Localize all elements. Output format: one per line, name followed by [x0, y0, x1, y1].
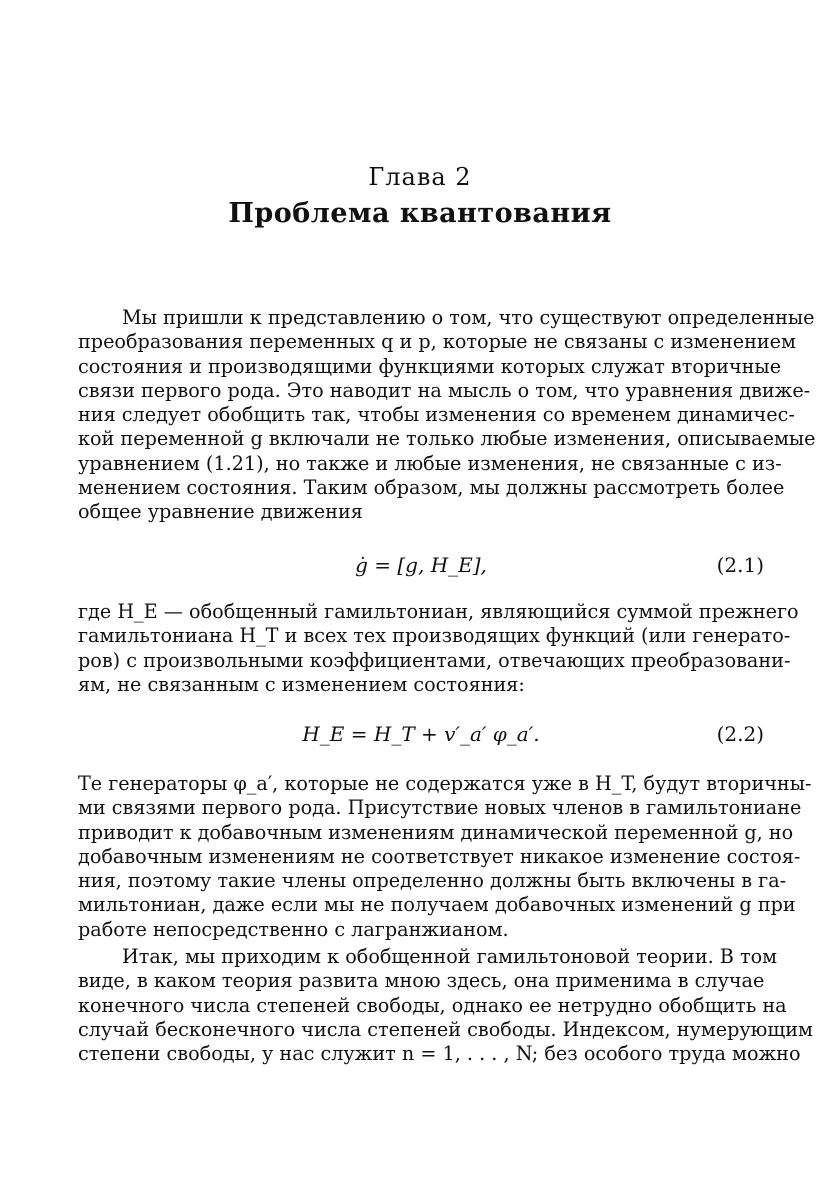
text-line: Итак, мы приходим к обобщенной гамильтоновой теории. В том: [122, 945, 778, 968]
paragraph-4: [78, 945, 813, 1066]
text-line: кой переменной g включали не только любые изменения, описываемые: [78, 427, 816, 451]
text-line: состояния и производящими функциями которых служат вторичные: [78, 354, 782, 378]
chapter-title: Проблема квантования: [228, 198, 612, 229]
text-line: ров) с произвольными коэффициентами, отвечающих преобразовани-: [78, 648, 791, 672]
text-line: ния следует обобщить так, чтобы изменения со временем динамичес-: [78, 403, 795, 427]
text-line: приводит к добавочным изменениям динамической переменной g, но: [78, 820, 794, 844]
equation-expression: H_E = H_T + v′_a′ φ_a′.: [302, 722, 540, 746]
text-line: менением состояния. Таким образом, мы должны рассмотреть более: [78, 476, 785, 500]
text-line: уравнением (1.21), но также и любые изменения, не связанные с из-: [78, 451, 782, 475]
text-line: связи первого рода. Это наводит на мысль о том, что уравнения движе-: [78, 378, 811, 402]
paragraph-2: [78, 600, 799, 697]
text-line: ния, поэтому такие члены определенно должны быть включены в га-: [78, 869, 787, 893]
paragraph-3: [78, 772, 812, 942]
text-line: преобразования переменных q и p, которые не связаны с изменением: [78, 330, 796, 354]
text-line: Те генераторы φ_a′, которые не содержатся уже в H_T, будут вторичны-: [78, 772, 812, 795]
text-line: работе непосредственно с лагранжианом.: [78, 917, 509, 941]
text-line: случай бесконечного числа степеней свободы. Индексом, нумерующим: [78, 1017, 813, 1041]
text-line: ям, не связанным с изменением состояния:: [78, 672, 525, 696]
text-line: ми связями первого рода. Присутствие новых членов в гамильтониане: [78, 796, 802, 820]
text-line: степени свободы, у нас служит n = 1, . . . , N; без особого труда можно: [78, 1042, 801, 1066]
equation-2-1: [78, 553, 764, 583]
text-line: Мы пришли к представлению о том, что существуют определенные: [122, 306, 815, 329]
paragraph-1: [78, 306, 816, 525]
equation-number: (2.2): [716, 722, 764, 746]
text-line: общее уравнение движения: [78, 500, 363, 524]
text-line: виде, в каком теория развита мною здесь, она применима в случае: [78, 969, 765, 993]
text-line: мильтониан, даже если мы не получаем добавочных изменений g при: [78, 893, 796, 917]
text-line: добавочным изменениям не соответствует никакое изменение состоя-: [78, 844, 801, 868]
text-line: конечного числа степеней свободы, однако ее нетрудно обобщить на: [78, 993, 787, 1017]
text-line: где H_E — обобщенный гамильтониан, являющийся суммой прежнего: [78, 600, 799, 623]
equation-2-2: [78, 722, 764, 752]
equation-number: (2.1): [716, 553, 764, 577]
equation-expression: ġ = [g, H_E],: [355, 553, 487, 577]
chapter-label: Глава 2: [368, 163, 472, 191]
text-line: гамильтониана H_T и всех тех производящих функций (или генерато-: [78, 624, 791, 648]
